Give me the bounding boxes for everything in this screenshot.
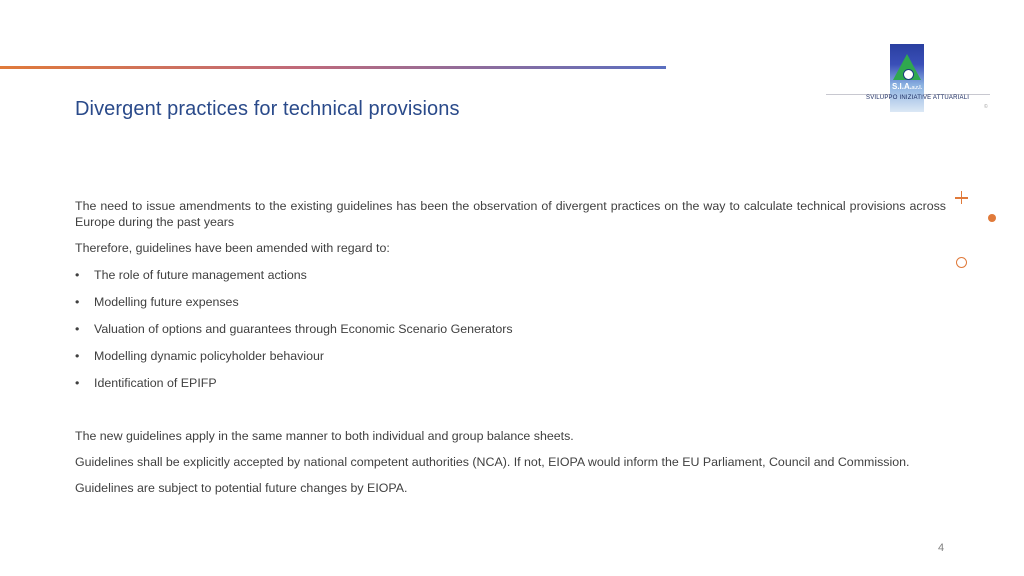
company-logo xyxy=(826,42,990,114)
list-item-text: Identification of EPIFP xyxy=(94,376,217,390)
bullet-icon: • xyxy=(75,268,80,282)
dot-decoration-icon xyxy=(988,214,996,222)
plus-decoration-icon xyxy=(955,191,969,205)
closing-paragraph: Guidelines shall be explicitly accepted by national competent authorities (NCA). If not, EIOPA would inform the EU Parliament, Council and Commission. xyxy=(75,455,910,469)
ring-decoration-icon xyxy=(956,257,967,268)
header-accent-line xyxy=(0,66,666,69)
logo-name: S.I.A.s.r.l. xyxy=(892,82,923,91)
list-item-text: The role of future management actions xyxy=(94,268,307,282)
bullet-icon: • xyxy=(75,295,80,309)
closing-paragraph: The new guidelines apply in the same manner to both individual and group balance sheets. xyxy=(75,429,574,443)
slide-title: Divergent practices for technical provisions xyxy=(75,98,460,120)
logo-copyright-mark: © xyxy=(984,104,988,110)
bullet-icon: • xyxy=(75,322,80,336)
closing-paragraph: Guidelines are subject to potential future changes by EIOPA. xyxy=(75,481,408,495)
list-item-text: Valuation of options and guarantees through Economic Scenario Generators xyxy=(94,322,513,336)
page-number: 4 xyxy=(938,542,945,554)
list-item xyxy=(75,348,946,364)
list-item xyxy=(75,321,946,337)
list-item xyxy=(75,375,946,391)
list-item xyxy=(75,267,946,283)
intro-paragraph: The need to issue amendments to the existing guidelines has been the observation of divergent practices on the way to calculate technical provisions across Europe during the past years xyxy=(75,199,946,229)
list-item-text: Modelling dynamic policyholder behaviour xyxy=(94,349,325,363)
list-item xyxy=(75,294,946,310)
list-item-text: Modelling future expenses xyxy=(94,295,239,309)
bullet-icon: • xyxy=(75,376,80,390)
slide-body xyxy=(75,198,946,496)
logo-circle-icon xyxy=(903,69,914,80)
lead-in-paragraph: Therefore, guidelines have been amended with regard to: xyxy=(75,241,390,255)
logo-tagline: SVILUPPO INIZIATIVE ATTUARIALI xyxy=(866,95,970,101)
bullet-icon: • xyxy=(75,349,80,363)
